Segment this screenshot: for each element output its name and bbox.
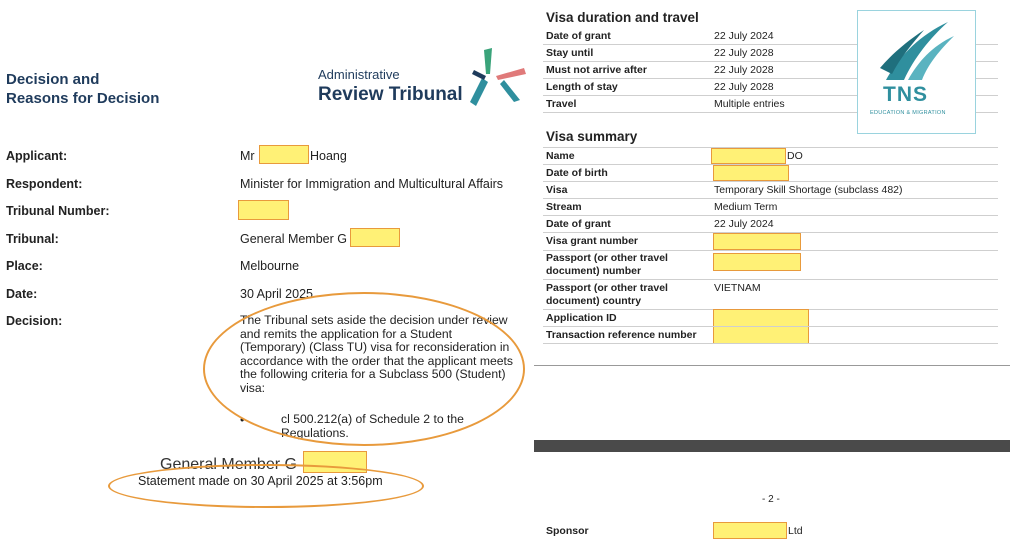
- summary-value: 22 July 2024: [714, 218, 774, 230]
- summary-label: Passport (or other travel document) number: [546, 252, 668, 277]
- row-divider: [543, 198, 998, 199]
- row-divider: [543, 326, 998, 327]
- summary-label: Stream: [546, 201, 582, 213]
- summary-label: Application ID: [546, 312, 617, 324]
- art-logo-line-1: Administrative: [318, 67, 400, 82]
- duration-label: Travel: [546, 98, 577, 110]
- member-signature: General Member G: [160, 456, 297, 473]
- applicant-title: Mr: [240, 149, 255, 163]
- sponsor-suffix: Ltd: [788, 525, 803, 537]
- bullet-text: cl 500.212(a) of Schedule 2 to the Regulations.: [281, 412, 464, 440]
- applicant-surname: Hoang: [310, 149, 347, 163]
- art-logo-line-2: Review Tribunal: [318, 84, 463, 105]
- visa-duration-title: Visa duration and travel: [546, 10, 699, 25]
- redaction-box: [713, 522, 787, 539]
- row-divider: [543, 279, 998, 280]
- annotation-circle-decision: [203, 292, 525, 446]
- duration-value: 22 July 2024: [714, 30, 774, 42]
- duration-value: 22 July 2028: [714, 81, 774, 93]
- summary-value: Medium Term: [714, 201, 778, 213]
- redaction-box: [713, 233, 801, 250]
- art-logo: [318, 67, 463, 106]
- title-line-2: Reasons for Decision: [6, 90, 160, 107]
- tribunal-number-label: Tribunal Number:: [6, 204, 110, 218]
- tns-logo-name: TNS: [883, 83, 928, 106]
- duration-label: Date of grant: [546, 30, 611, 42]
- bullet-point: •: [240, 413, 245, 427]
- respondent-label: Respondent:: [6, 177, 83, 191]
- document-title: [6, 70, 159, 108]
- page-number: - 2 -: [762, 494, 780, 505]
- applicant-label: Applicant:: [6, 149, 68, 163]
- decision-text: The Tribunal sets aside the decision under review and remits the application for a Student (Temporary) (Class TU) visa for reconsideration in accordance with the order that the applicant meets the following criteria for a Subclass 500 (Student) visa:: [240, 313, 514, 395]
- duration-value: 22 July 2028: [714, 64, 774, 76]
- redaction-box: [713, 165, 789, 181]
- tribunal-label: Tribunal:: [6, 232, 59, 246]
- date-value: 30 April 2025: [240, 287, 313, 301]
- row-divider: [543, 343, 998, 344]
- visa-summary-title: Visa summary: [546, 129, 638, 144]
- place-value: Melbourne: [240, 259, 300, 273]
- redaction-box: [711, 148, 786, 164]
- annotation-circle-statement: [108, 464, 424, 508]
- summary-value: Temporary Skill Shortage (subclass 482): [714, 184, 903, 196]
- decision-label: Decision:: [6, 314, 63, 328]
- row-divider: [543, 215, 998, 216]
- summary-label: Passport (or other travel document) country: [546, 282, 668, 307]
- page-break-bar: [534, 440, 1010, 452]
- summary-value: DO: [787, 150, 803, 162]
- tns-logo-subtitle: EDUCATION & MIGRATION: [870, 110, 946, 116]
- redaction-box: [713, 253, 801, 271]
- duration-label: Length of stay: [546, 81, 618, 93]
- summary-label: Visa: [546, 184, 568, 196]
- row-divider: [543, 250, 998, 251]
- summary-label: Date of grant: [546, 218, 611, 230]
- summary-label: Name: [546, 150, 575, 162]
- ship-icon: [878, 18, 958, 84]
- statement-line: Statement made on 30 April 2025 at 3:56pm: [138, 474, 383, 488]
- summary-label: Transaction reference number: [546, 329, 697, 341]
- duration-value: 22 July 2028: [714, 47, 774, 59]
- duration-value: Multiple entries: [714, 98, 785, 110]
- page-divider: [534, 365, 1010, 366]
- summary-label: Visa grant number: [546, 235, 638, 247]
- duration-label: Stay until: [546, 47, 594, 59]
- row-divider: [543, 181, 998, 182]
- art-logo-mark-icon: [470, 48, 528, 108]
- summary-label: Date of birth: [546, 167, 608, 179]
- place-label: Place:: [6, 259, 43, 273]
- redaction-box: [350, 228, 400, 247]
- redaction-box: [259, 145, 309, 164]
- respondent-value: Minister for Immigration and Multicultural Affairs: [240, 177, 504, 191]
- date-label: Date:: [6, 287, 38, 301]
- tribunal-value: General Member G: [240, 232, 347, 246]
- summary-value: VIETNAM: [714, 282, 761, 294]
- redaction-box: [238, 200, 289, 220]
- sponsor-label: Sponsor: [546, 525, 589, 537]
- title-line-1: Decision and: [6, 71, 100, 88]
- duration-label: Must not arrive after: [546, 64, 647, 76]
